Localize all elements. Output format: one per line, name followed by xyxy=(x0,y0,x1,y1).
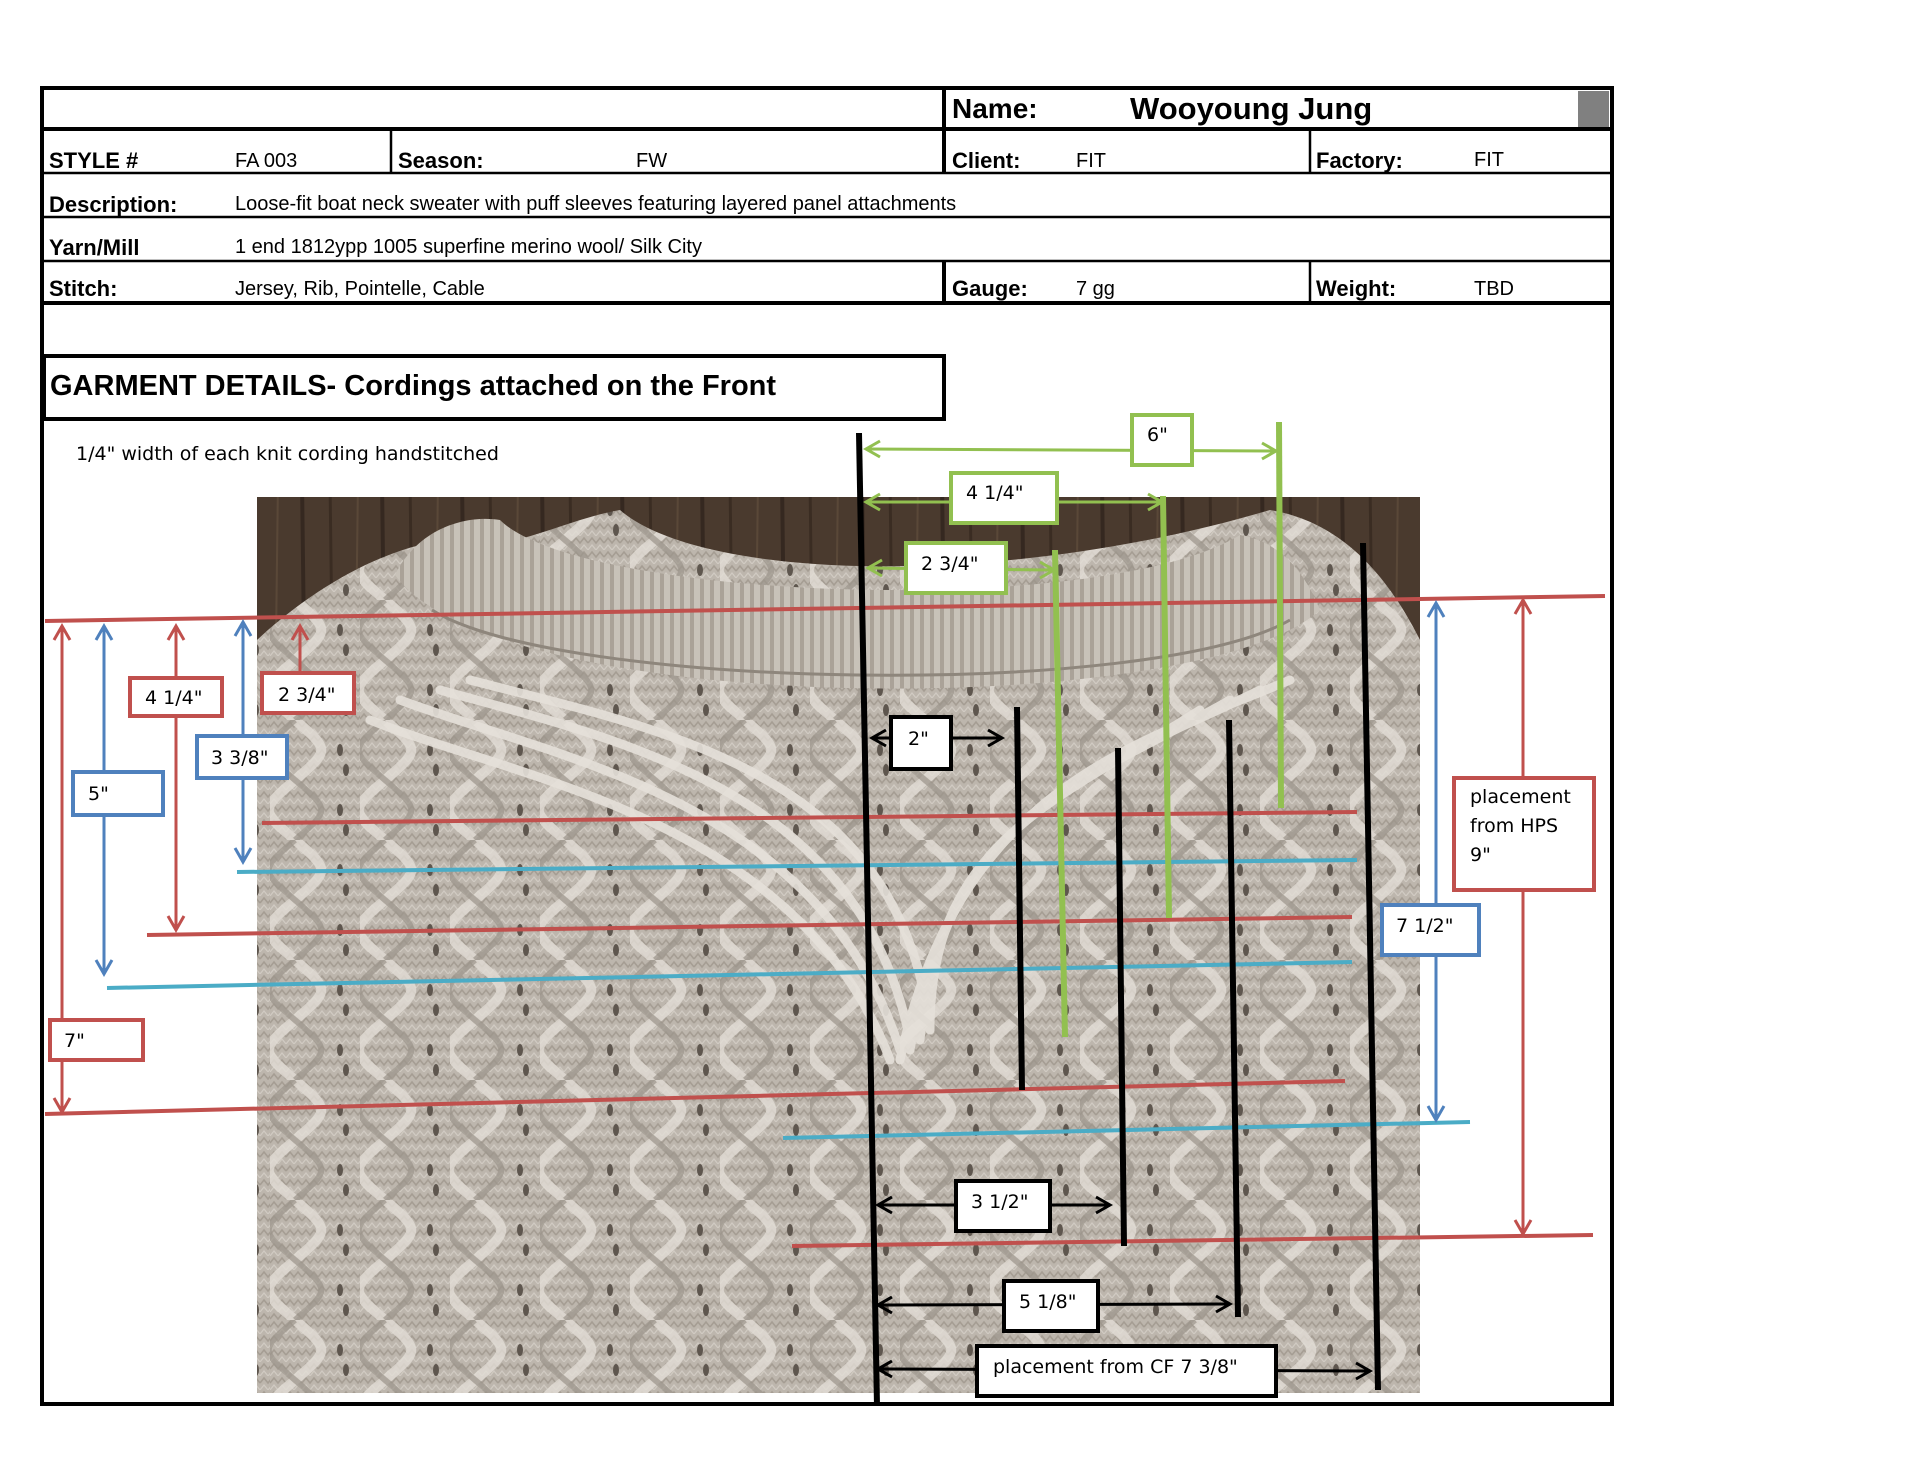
weight-value: TBD xyxy=(1474,278,1514,300)
green-label-6: 6" xyxy=(1147,424,1168,446)
sweater-photo xyxy=(257,497,1420,1393)
description-value: Loose-fit boat neck sweater with puff sleeves featuring layered panel attachments xyxy=(235,193,957,215)
black-label-cf: placement from CF 7 3/8" xyxy=(993,1356,1238,1378)
gray-block xyxy=(1578,91,1609,127)
red-label-4-1-4: 4 1/4" xyxy=(145,687,203,709)
black-label-2: 2" xyxy=(908,728,929,750)
description-label: Description: xyxy=(49,192,178,217)
stitch-label: Stitch: xyxy=(49,276,118,301)
green-label-2-3-4: 2 3/4" xyxy=(921,553,979,575)
black-label-5-1-8: 5 1/8" xyxy=(1019,1291,1077,1313)
season-value: FW xyxy=(636,150,668,172)
red-label-7: 7" xyxy=(64,1030,85,1052)
black-label-3-1-2: 3 1/2" xyxy=(971,1191,1029,1213)
season-label: Season: xyxy=(398,148,484,173)
section-title: GARMENT DETAILS- Cordings attached on the Front xyxy=(50,370,777,402)
name-value: Wooyoung Jung xyxy=(1130,91,1373,126)
gauge-value: 7 gg xyxy=(1076,278,1115,300)
red-label-2-3-4: 2 3/4" xyxy=(278,684,336,706)
cording-note: 1/4" width of each knit cording handstitched xyxy=(76,443,499,465)
green-label-4-1-4: 4 1/4" xyxy=(966,482,1024,504)
blue-label-7-1-2: 7 1/2" xyxy=(1396,915,1454,937)
blue-label-3-3-8: 3 3/8" xyxy=(211,747,269,769)
yarn-value: 1 end 1812ypp 1005 superfine merino wool/ Silk City xyxy=(235,236,702,258)
style-label: STYLE # xyxy=(49,148,139,173)
yarn-label: Yarn/Mill xyxy=(49,235,140,260)
hps-label-line2: from HPS xyxy=(1470,815,1559,837)
style-value: FA 003 xyxy=(235,150,298,172)
blue-label-5: 5" xyxy=(88,783,109,805)
name-label: Name: xyxy=(952,93,1038,124)
stitch-value: Jersey, Rib, Pointelle, Cable xyxy=(235,278,485,300)
weight-label: Weight: xyxy=(1316,276,1397,301)
client-label: Client: xyxy=(952,148,1021,173)
gauge-label: Gauge: xyxy=(952,276,1028,301)
factory-label: Factory: xyxy=(1316,148,1403,173)
factory-value: FIT xyxy=(1474,149,1504,171)
hps-label-line3: 9" xyxy=(1470,844,1491,866)
hps-label-line1: placement xyxy=(1470,786,1571,808)
client-value: FIT xyxy=(1076,150,1106,172)
